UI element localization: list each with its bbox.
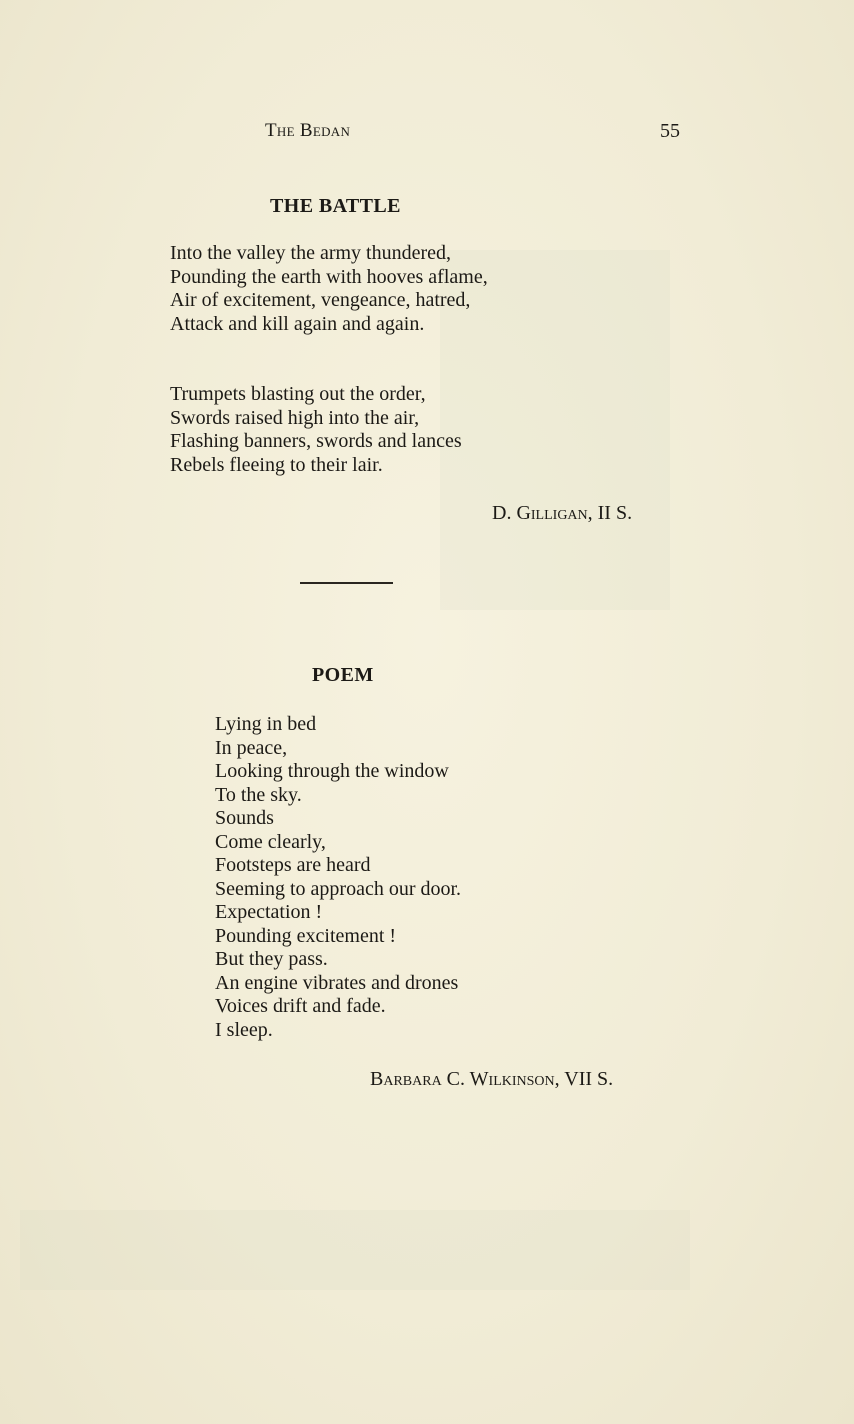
- poem-line: Come clearly,: [215, 830, 326, 853]
- battle-stanza-2: [170, 383, 462, 477]
- poem-body: [215, 713, 461, 1042]
- poem-line: Sounds: [215, 807, 274, 829]
- poem-line: Seeming to approach our door.: [215, 877, 462, 900]
- battle-stanza-1: [170, 242, 488, 336]
- poem-line: But they pass.: [215, 948, 328, 970]
- poem-line: Swords raised high into the air,: [170, 406, 420, 429]
- poem-line: Attack and kill again and again.: [170, 312, 425, 335]
- poem-line: Air of excitement, vengeance, hatred,: [170, 289, 471, 311]
- poem-line: In peace,: [215, 736, 288, 759]
- poem-line: Pounding excitement !: [215, 924, 397, 947]
- poem-line: Flashing banners, swords and lances: [170, 430, 462, 452]
- poem-line: Into the valley the army thundered,: [170, 242, 452, 264]
- battle-author: D. Gilligan, II S.: [492, 502, 633, 524]
- running-head: The Bedan: [265, 120, 351, 141]
- poem-line: Rebels fleeing to their lair.: [170, 453, 383, 476]
- poem-author: Barbara C. Wilkinson, VII S.: [370, 1068, 614, 1090]
- battle-title: THE BATTLE: [270, 195, 401, 217]
- section-divider: [300, 582, 393, 584]
- poem-line: Expectation !: [215, 901, 323, 923]
- poem-title: POEM: [312, 664, 374, 686]
- poem-line: Pounding the earth with hooves aflame,: [170, 265, 488, 288]
- poem-line: Footsteps are heard: [215, 854, 371, 876]
- poem-line: Trumpets blasting out the order,: [170, 383, 426, 405]
- poem-line: I sleep.: [215, 1018, 273, 1041]
- page-number: 55: [660, 120, 680, 142]
- show-through-panel-lower: [20, 1210, 690, 1290]
- poem-line: Lying in bed: [215, 713, 317, 735]
- poem-line: Voices drift and fade.: [215, 995, 386, 1017]
- poem-line: To the sky.: [215, 783, 302, 806]
- poem-line: Looking through the window: [215, 760, 449, 782]
- poem-line: An engine vibrates and drones: [215, 971, 459, 994]
